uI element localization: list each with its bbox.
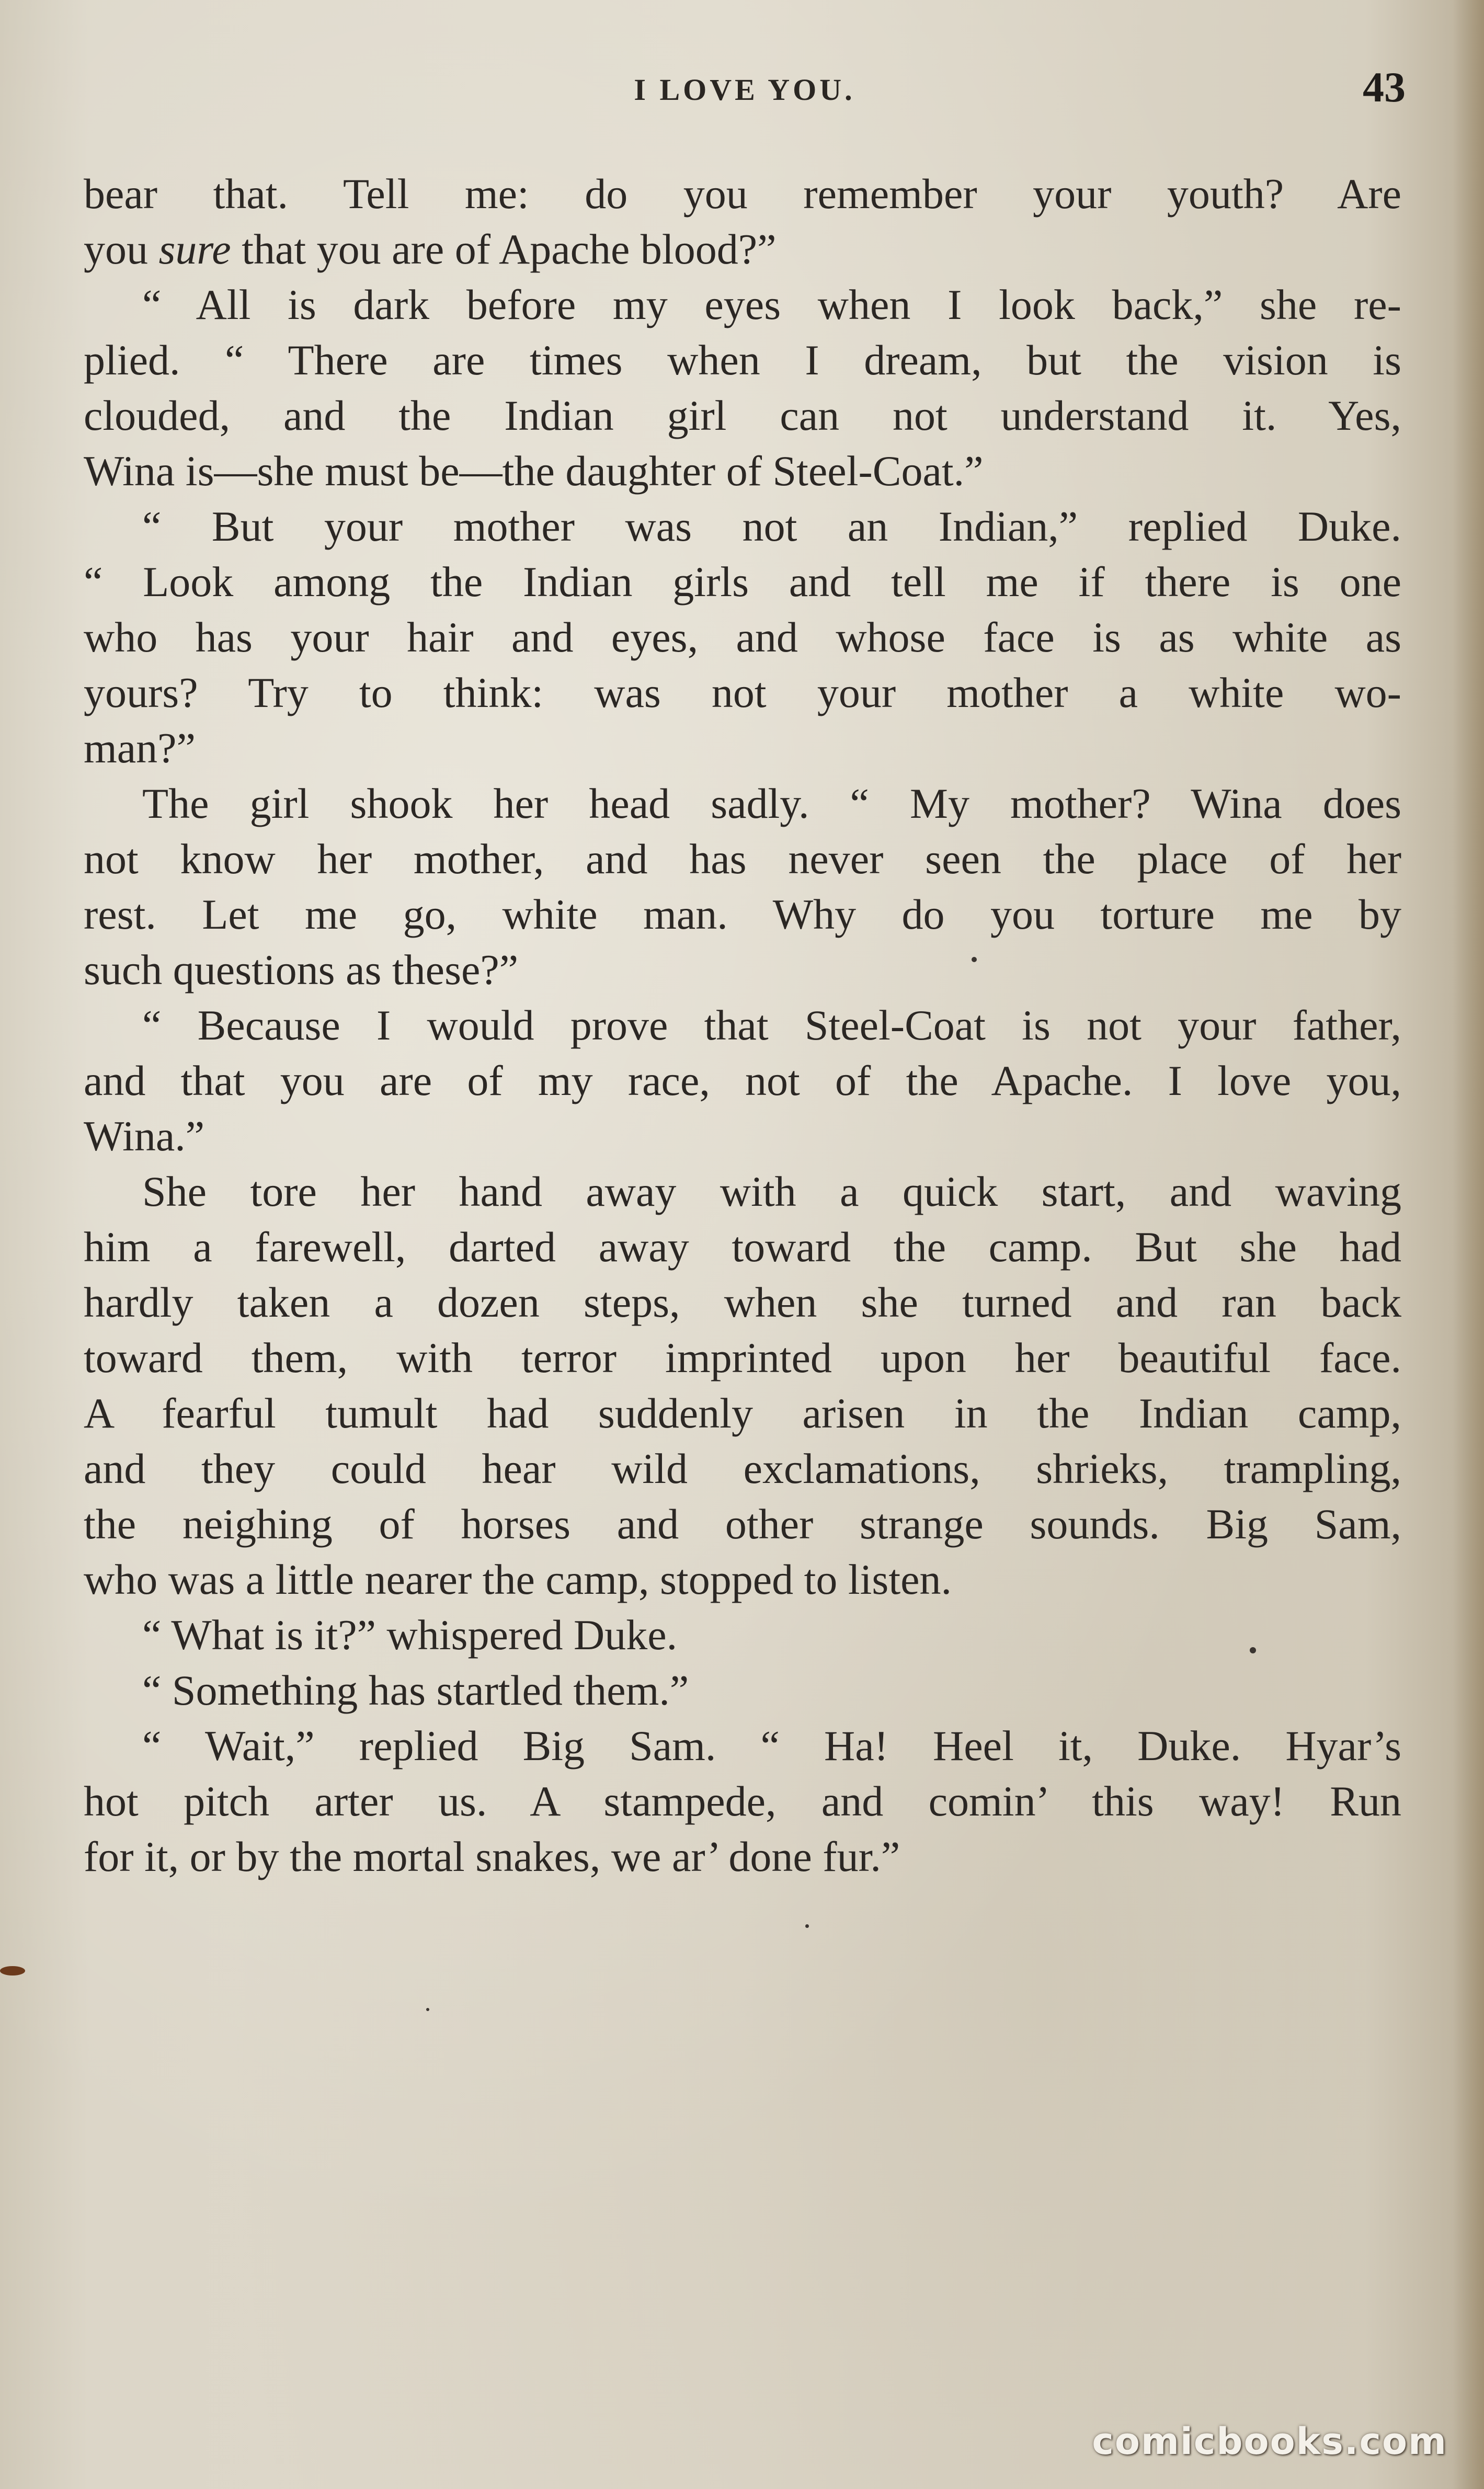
text-line: the neighing of horses and other strange sounds. Big Sam, bbox=[84, 1500, 1401, 1548]
text-line: hardly taken a dozen steps, when she turned and ran back bbox=[84, 1278, 1401, 1326]
text-line: man?” bbox=[84, 724, 196, 772]
text-line: rest. Let me go, white man. Why do you torture me by bbox=[84, 890, 1401, 938]
text-line: who has your hair and eyes, and whose face is as white as bbox=[84, 613, 1401, 661]
text-line: clouded, and the Indian girl can not understand it. Yes, bbox=[84, 392, 1401, 439]
page-header bbox=[84, 63, 1406, 120]
text-line: “ Something has startled them.” bbox=[142, 1666, 689, 1714]
text-line: toward them, with terror imprinted upon her beautiful face. bbox=[84, 1334, 1401, 1381]
watermark: comicbooks.com bbox=[1092, 2420, 1447, 2463]
page-edge-shadow bbox=[1453, 0, 1484, 2489]
text-line: A fearful tumult had suddenly arisen in the Indian camp, bbox=[84, 1389, 1401, 1437]
text-line: “ What is it?” whispered Duke. bbox=[142, 1611, 678, 1659]
text-line: yours? Try to think: was not your mother a white wo- bbox=[84, 669, 1401, 716]
text-line: not know her mother, and has never seen the place of her bbox=[84, 835, 1401, 883]
text-line: “ Look among the Indian girls and tell me if there is one bbox=[84, 558, 1401, 606]
ink-speck bbox=[426, 2008, 429, 2011]
text-segment: that you are of Apache blood?” bbox=[231, 225, 777, 273]
text-line: Wina is—she must be—the daughter of Steel-Coat.” bbox=[84, 447, 984, 495]
text-line: “ But your mother was not an Indian,” replied Duke. bbox=[142, 503, 1401, 550]
text-line: and that you are of my race, not of the Apache. I love you, bbox=[84, 1057, 1401, 1104]
text-line bbox=[84, 222, 1401, 277]
text-line: who was a little nearer the camp, stopped to listen. bbox=[84, 1556, 952, 1603]
text-line: “ All is dark before my eyes when I look back,” she re- bbox=[142, 281, 1401, 328]
text-line: hot pitch arter us. A stampede, and comin’ this way! Run bbox=[84, 1777, 1401, 1825]
text-line: bear that. Tell me: do you remember your youth? Are bbox=[84, 170, 1401, 218]
text-line: for it, or by the mortal snakes, we ar’ done fur.” bbox=[84, 1833, 900, 1880]
page-number: 43 bbox=[1363, 63, 1406, 111]
ink-speck bbox=[805, 1924, 809, 1928]
text-line: him a farewell, darted away toward the camp. But she had bbox=[84, 1223, 1401, 1271]
text-line: She tore her hand away with a quick start, and waving bbox=[142, 1168, 1401, 1215]
text-line: such questions as these?” bbox=[84, 946, 519, 994]
text-line: “ Wait,” replied Big Sam. “ Ha! Heel it, Duke. Hyar’s bbox=[142, 1722, 1401, 1769]
italic-word: sure bbox=[158, 225, 231, 273]
text-line: and they could hear wild exclamations, shrieks, trampling, bbox=[84, 1445, 1401, 1492]
ink-speck bbox=[972, 957, 977, 962]
text-line: The girl shook her head sadly. “ My mother? Wina does bbox=[142, 780, 1401, 827]
text-segment: you bbox=[84, 225, 159, 273]
body-text bbox=[84, 166, 1401, 1885]
text-line: Wina.” bbox=[84, 1112, 205, 1160]
ink-speck bbox=[0, 1966, 25, 1976]
text-line: “ Because I would prove that Steel-Coat is not your father, bbox=[142, 1001, 1401, 1049]
text-line: plied. “ There are times when I dream, but the vision is bbox=[84, 336, 1401, 384]
running-head: I LOVE YOU. bbox=[634, 73, 855, 107]
ink-speck bbox=[1250, 1647, 1256, 1653]
